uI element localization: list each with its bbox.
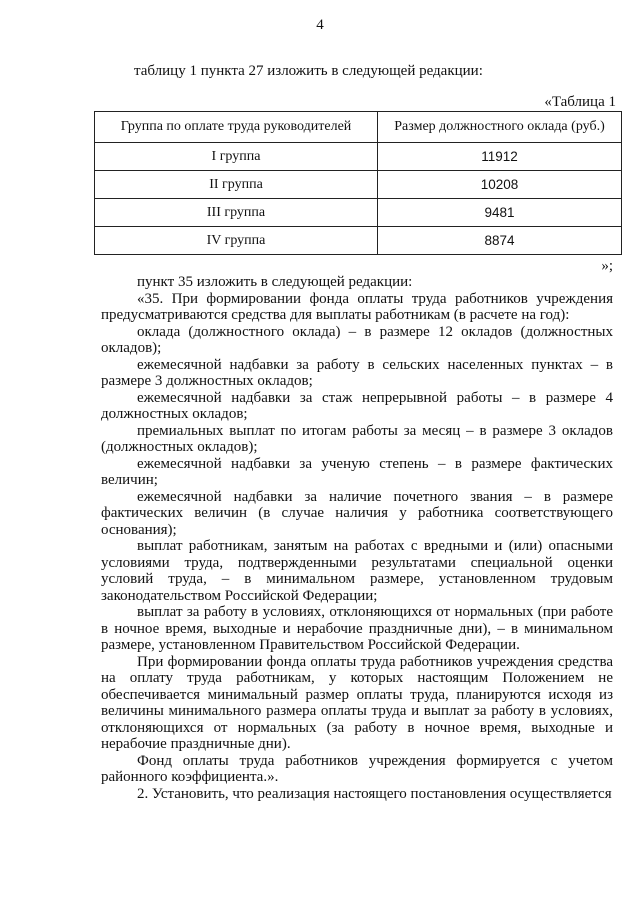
item35-intro: пункт 35 изложить в следующей редакции: bbox=[137, 274, 413, 290]
paragraph: выплат за работу в условиях, отклоняющихся от нормальных (при работе в ночное время, выходные и нерабочие праздничные дни), – в минимальном размере, установленном Правительством Российской Федерации. bbox=[101, 604, 613, 653]
paragraph: «35. При формировании фонда оплаты труда работников учреждения предусматриваются средства для выплаты работникам (в расчете на год): bbox=[101, 290, 613, 323]
table-row bbox=[95, 199, 622, 227]
table-row bbox=[95, 227, 622, 255]
header-group: Группа по оплате труда руководителей bbox=[95, 112, 378, 143]
salary-cell: 10208 bbox=[378, 171, 622, 199]
table-row bbox=[95, 171, 622, 199]
paragraph: ежемесячной надбавки за работу в сельских населенных пунктах – в размере 3 должностных окладов; bbox=[101, 356, 613, 389]
group-cell: II группа bbox=[95, 171, 378, 199]
table-intro-text: таблицу 1 пункта 27 изложить в следующей редакции: bbox=[134, 63, 483, 79]
table-row bbox=[95, 143, 622, 171]
salary-cell: 11912 bbox=[378, 143, 622, 171]
paragraph: премиальных выплат по итогам работы за месяц – в размере 3 окладов (должностных окладов); bbox=[101, 422, 613, 455]
paragraph: ежемесячной надбавки за ученую степень – в размере фактических величин; bbox=[101, 455, 613, 488]
paragraph: Фонд оплаты труда работников учреждения формируется с учетом районного коэффициента.». bbox=[101, 752, 613, 785]
paragraph: 2. Установить, что реализация настоящего постановления осуществляется bbox=[137, 785, 612, 802]
salary-table bbox=[94, 111, 622, 255]
group-cell: III группа bbox=[95, 199, 378, 227]
body-text bbox=[101, 274, 613, 802]
paragraph: ежемесячной надбавки за стаж непрерывной работы – в размере 4 должностных окладов; bbox=[101, 389, 613, 422]
salary-cell: 8874 bbox=[378, 227, 622, 255]
group-cell: IV группа bbox=[95, 227, 378, 255]
table-caption: «Таблица 1 bbox=[544, 94, 616, 110]
page-number: 4 bbox=[316, 17, 324, 33]
paragraph: выплат работникам, занятым на работах с вредными и (или) опасными условиями труда, подтвержденными результатами специальной оценки условий труда, – в минимальном размере, установленном трудовым законодательством Российской Федерации; bbox=[101, 538, 613, 604]
paragraph: При формировании фонда оплаты труда работников учреждения средства на оплату труда работникам, у которых настоящим Положением не обеспечивается минимальный размер оплаты труда, планируются исходя из величины минимального размера оплаты труда и выплат за работу в условиях, отклоняющихся от нормальных (за работу в ночное время, выходные и нерабочие праздничные дни). bbox=[101, 653, 613, 752]
salary-cell: 9481 bbox=[378, 199, 622, 227]
paragraph: ежемесячной надбавки за наличие почетного звания – в размере фактических величин (в случае наличия у работника соответствующего основания); bbox=[101, 488, 613, 538]
table-header-row bbox=[95, 112, 622, 143]
header-salary: Размер должностного оклада (руб.) bbox=[378, 112, 622, 143]
group-cell: I группа bbox=[95, 143, 378, 171]
table-closing-mark: »; bbox=[601, 258, 613, 274]
paragraph: оклада (должностного оклада) – в размере 12 окладов (должностных окладов); bbox=[101, 323, 613, 356]
